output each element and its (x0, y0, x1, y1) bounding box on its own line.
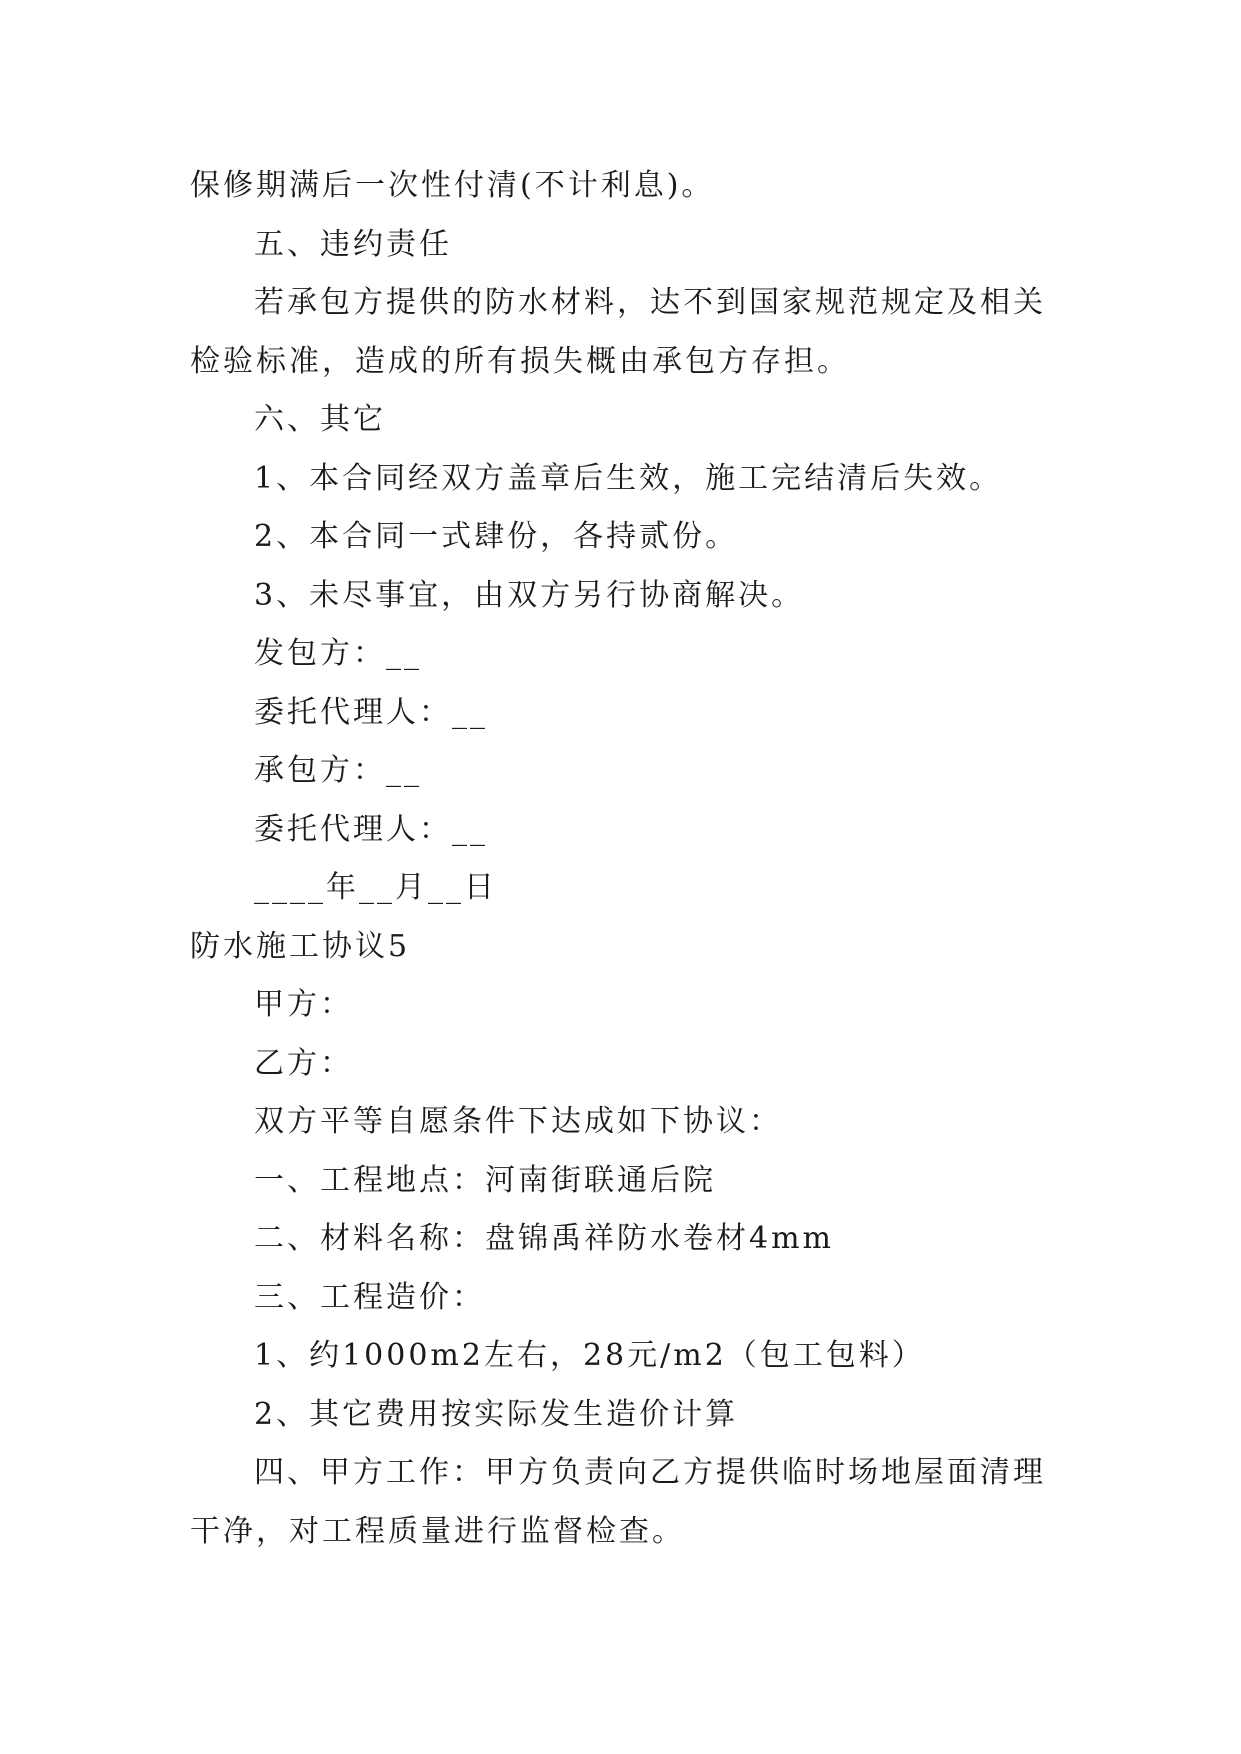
text-line: 3、未尽事宜，由双方另行协商解决。 (254, 578, 805, 613)
section-heading: 五、违约责任 (254, 227, 452, 262)
text-line: 双方平等自愿条件下达成如下协议： (254, 1104, 782, 1139)
signature-field: 委托代理人：__ (254, 812, 488, 847)
text-line: 2、其它费用按实际发生造价计算 (254, 1397, 739, 1432)
text-line: 1、约1000m2左右，28元/m2（包工包料） (254, 1338, 925, 1373)
party-field: 甲方： (254, 987, 353, 1022)
signature-field: 委托代理人：__ (254, 695, 488, 730)
document-title: 防水施工协议5 (190, 929, 411, 964)
text-line: 二、材料名称：盘锦禹祥防水卷材4mm (254, 1221, 834, 1256)
signature-field: 发包方：__ (254, 636, 422, 671)
text-line: 干净，对工程质量进行监督检查。 (190, 1514, 685, 1549)
text-line: 检验标准，造成的所有损失概由承包方存担。 (190, 344, 850, 379)
text-line: 一、工程地点：河南街联通后院 (254, 1163, 716, 1198)
signature-field: 承包方：__ (254, 753, 422, 788)
text-line: 保修期满后一次性付清(不计利息)。 (190, 168, 715, 203)
text-line: 2、本合同一式肆份，各持贰份。 (254, 519, 739, 554)
text-line: 1、本合同经双方盖章后生效，施工完结清后失效。 (254, 461, 1003, 496)
text-line: 若承包方提供的防水材料，达不到国家规范规定及相关 (254, 285, 1046, 320)
date-field: ____年__月__日 (254, 870, 497, 905)
text-line: 四、甲方工作：甲方负责向乙方提供临时场地屋面清理 (254, 1455, 1046, 1490)
section-heading: 三、工程造价： (254, 1280, 485, 1315)
section-heading: 六、其它 (254, 402, 386, 437)
party-field: 乙方： (254, 1046, 353, 1081)
